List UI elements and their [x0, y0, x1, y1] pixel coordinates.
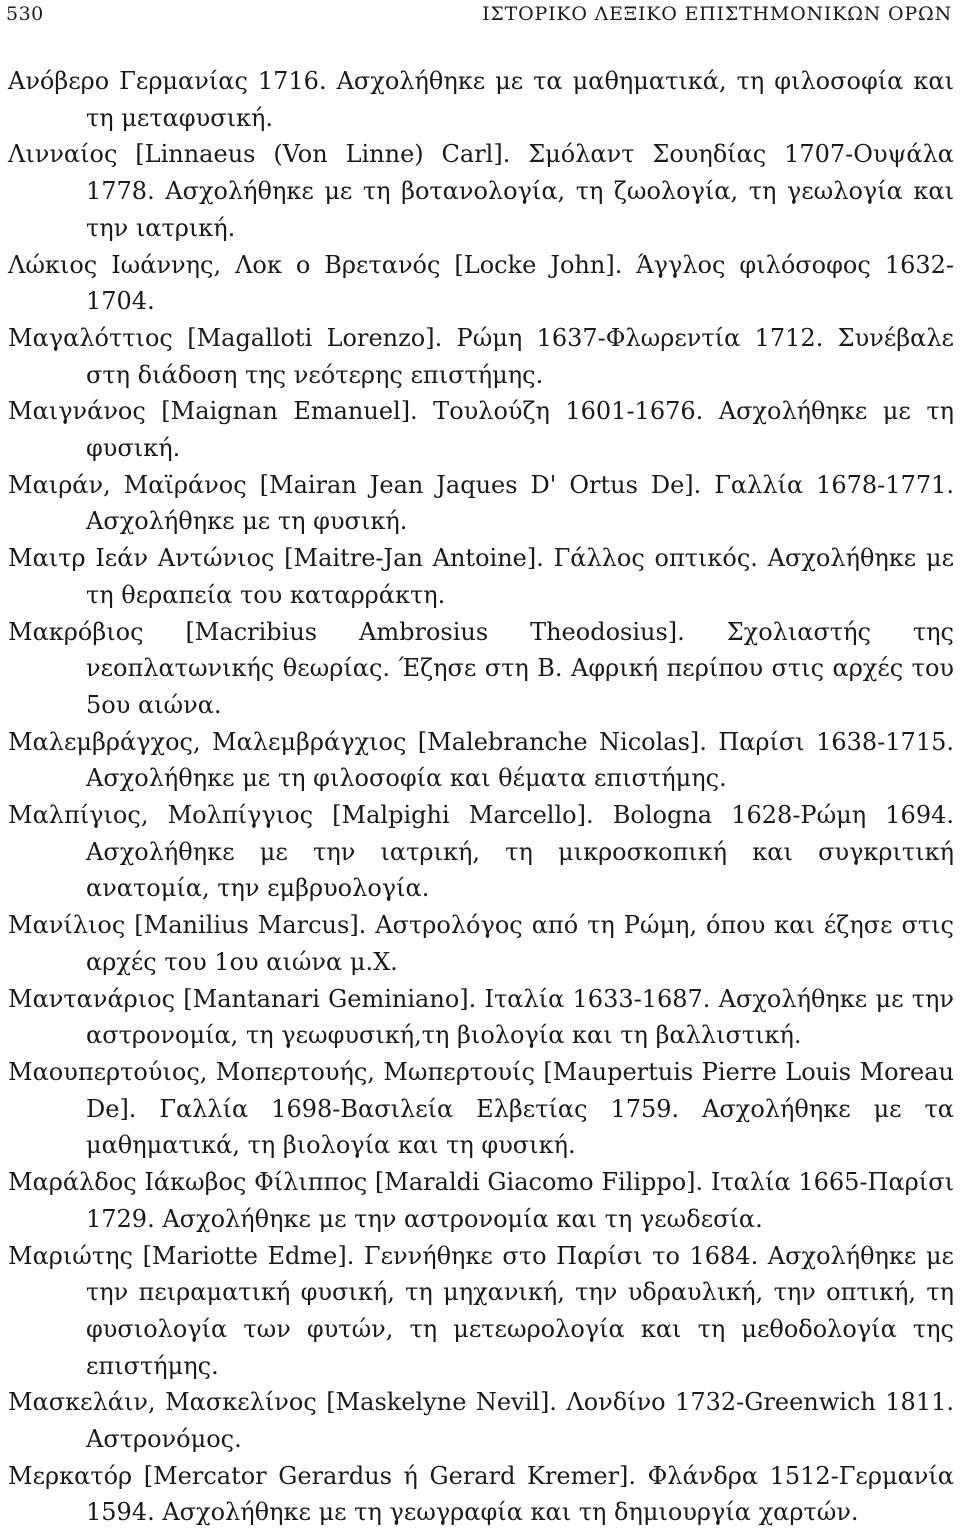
- dictionary-entry: Μαουπερτούιος, Μοπερτουής, Μωπερτουίς [Maupertuis Pierre Louis Moreau De]. Γαλλία 1698-Βασιλεία Ελβετίας 1759. Ασχολήθηκε με τα μαθηματικά, τη βιολογία και τη φυσική.: [8, 1057, 954, 1160]
- page-header: [0, 0, 960, 34]
- dictionary-entry: Μαιράν, Μαϊράνος [Mairan Jean Jaques D' Ortus De]. Γαλλία 1678-1771. Ασχολήθηκε με τη φυσική.: [8, 470, 954, 536]
- page-number: 530: [6, 3, 44, 25]
- dictionary-entry: Μαγαλόττιος [Magalloti Lorenzo]. Ρώμη 1637-Φλωρεντία 1712. Συνέβαλε στη διάδοση της νεότερης επιστήμης.: [8, 323, 954, 389]
- dictionary-entry: Μακρόβιος [Macribius Ambrosius Theodosius]. Σχολιαστής της νεοπλατωνικής θεωρίας. Έζησε στη Β. Αφρική περίπου στις αρχές του 5ου αιώνα.: [8, 617, 954, 719]
- dictionary-entry: Μερκατόρ [Mercator Gerardus ή Gerard Kremer]. Φλάνδρα 1512-Γερμανία 1594. Ασχολήθηκε με τη γεωγραφία και τη δημιουργία χαρτών.: [8, 1461, 954, 1527]
- dictionary-entry: Μαιτρ Ιεάν Αντώνιος [Maitre-Jan Antoine]. Γάλλος οπτικός. Ασχολήθηκε με τη θεραπεία του καταρράκτη.: [8, 544, 954, 609]
- dictionary-entry: Λώκιος Ιωάννης, Λοκ ο Βρετανός [Locke John]. Άγγλος φιλόσοφος 1632-1704.: [8, 250, 954, 316]
- dictionary-entry: Μανίλιος [Manilius Marcus]. Αστρολόγος από τη Ρώμη, όπου και έζησε στις αρχές του 1ου αιώνα μ.Χ.: [8, 911, 954, 976]
- dictionary-entry: Λινναίος [Linnaeus (Von Linne) Carl]. Σμόλαντ Σουηδίας 1707-Ουψάλα 1778. Ασχολήθηκε με τη βοτανολογία, τη ζωολογία, τη γεωλογία και την ιατρική.: [8, 140, 954, 242]
- dictionary-entry: Μαντανάριος [Mantanari Geminiano]. Ιταλία 1633-1687. Ασχολήθηκε με την αστρονομία, τη γεωφυσική,τη βιολογία και τη βαλλιστική.: [8, 984, 954, 1050]
- dictionary-entry: Μαλπίγιος, Μολπίγγιος [Malpighi Marcello]. Bologna 1628-Ρώμη 1694. Ασχολήθηκε με την ιατρική, τη μικροσκοπική και συγκριτική ανατομία, την εμβρυολογία.: [8, 801, 954, 903]
- dictionary-entry: Ανόβερο Γερμανίας 1716. Ασχολήθηκε με τα μαθηματικά, τη φιλοσοφία και τη μεταφυσική.: [8, 67, 954, 132]
- dictionary-entry: Μαλεμβράγχος, Μαλεμβράγχιος [Malebranche Nicolas]. Παρίσι 1638-1715. Ασχολήθηκε με τη φιλοσοφία και θέματα επιστήμης.: [8, 727, 954, 793]
- dictionary-entry: Μαιγνάνος [Maignan Emanuel]. Τουλούζη 1601-1676. Ασχολήθηκε με τη φυσική.: [8, 397, 954, 463]
- dictionary-entry: Μαριώτης [Mariotte Edme]. Γεννήθηκε στο Παρίσι το 1684. Ασχολήθηκε με την πειραματική φυσική, τη μηχανική, την υδραυλική, την οπτική, τη φυσιολογία των φυτών, τη μετεωρολογία και τη μεθοδολογία της επιστήμης.: [8, 1241, 954, 1380]
- dictionary-entry: Μαράλδος Ιάκωβος Φίλιππος [Maraldi Giacomo Filippo]. Ιταλία 1665-Παρίσι 1729. Ασχολήθηκε με την αστρονομία και τη γεωδεσία.: [8, 1168, 954, 1233]
- running-title: ΙΣΤΟΡΙΚΟ ΛΕΞΙΚΟ ΕΠΙΣΤΗΜΟΝΙΚΩΝ ΟΡΩΝ: [482, 3, 952, 25]
- dictionary-entry: Μασκελάιν, Μασκελίνος [Maskelyne Nevil]. Λονδίνο 1732-Greenwich 1811. Αστρονόμος.: [8, 1388, 954, 1454]
- dictionary-entries: [0, 63, 960, 1531]
